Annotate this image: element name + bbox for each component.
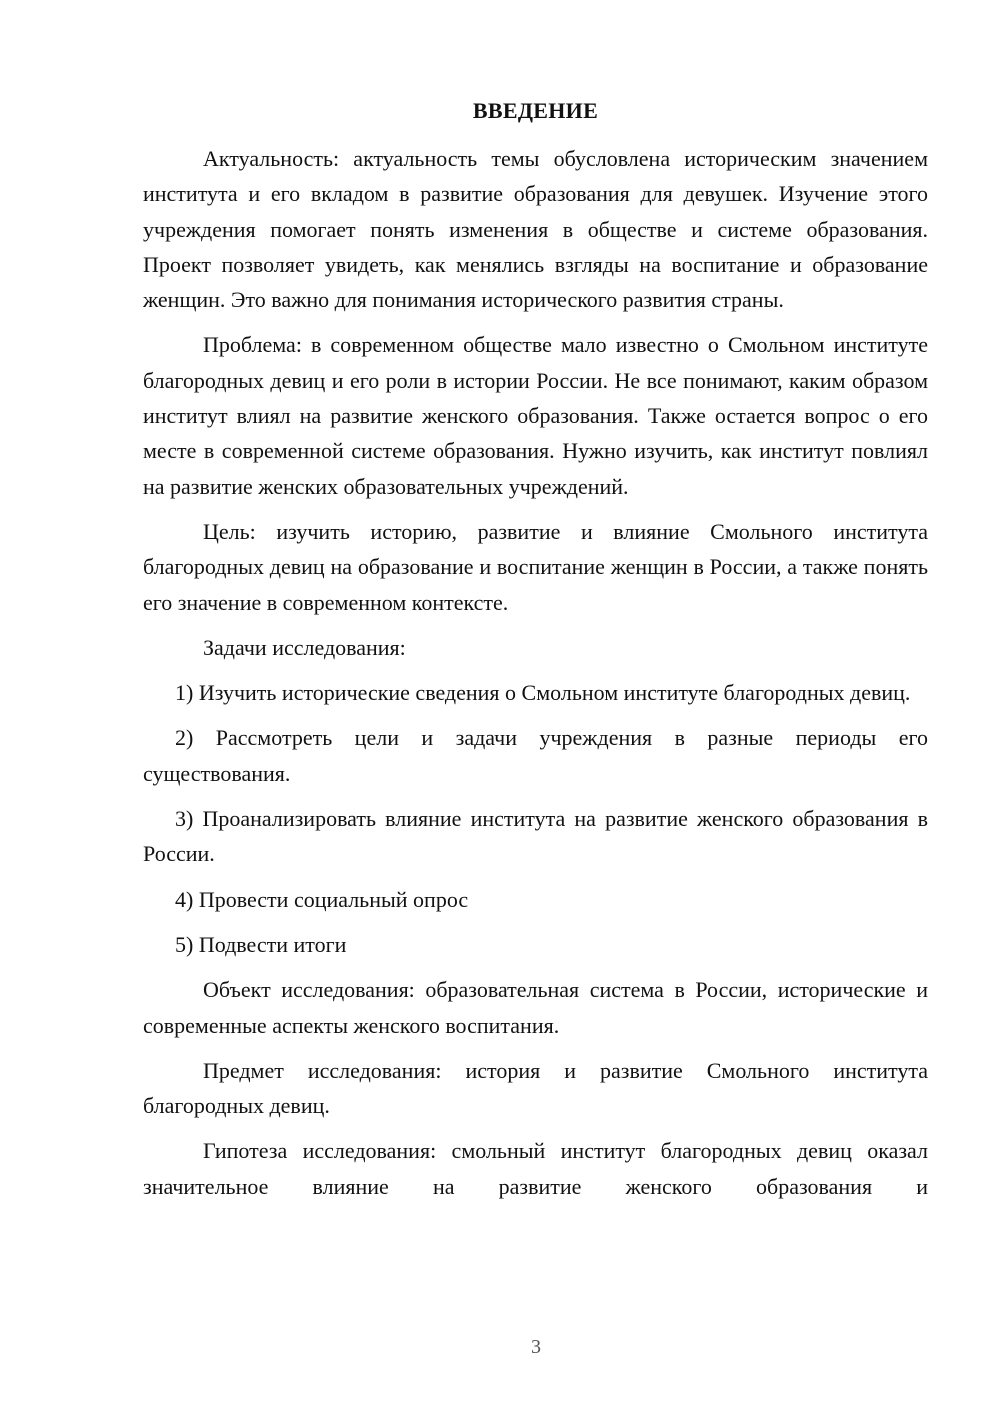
document-body	[143, 141, 928, 1214]
paragraph-goal: Цель: изучить историю, развитие и влияние Смольного института благородных девиц на образование и воспитание женщин в России, а также понять его значение в современном контексте.	[143, 518, 928, 615]
page-title: ВВЕДЕНИЕ	[472, 98, 599, 123]
paragraph-problem: Проблема: в современном обществе мало известно о Смольном институте благородных девиц и его роли в истории России. Не все понимают, каким образом институт влиял на развитие женского образования. Также остается вопрос о его месте в современной системе образования. Нужно изучить, как институт повлиял на развитие женских образовательных учреждений.	[143, 332, 928, 499]
paragraph-relevance: Актуальность: актуальность темы обусловлена историческим значением института и его вкладом в развитие образования для девушек. Изучение этого учреждения помогает понять изменения в обществе и системе образования. Проект позволяет увидеть, как менялись взгляды на воспитание и образование женщин. Это важно для понимания исторического развития страны.	[143, 146, 928, 313]
task-item-2: 2) Рассмотреть цели и задачи учреждения в разные периоды его существования.	[143, 725, 928, 786]
task-item-1: 1) Изучить исторические сведения о Смольном институте благородных девиц.	[175, 680, 911, 706]
paragraph-tasks-heading: Задачи исследования:	[203, 634, 406, 660]
task-item-5: 5) Подвести итоги	[175, 931, 347, 957]
task-item-4: 4) Провести социальный опрос	[175, 886, 469, 912]
page-number: 3	[531, 1336, 541, 1358]
paragraph-subject: Предмет исследования: история и развитие Смольного института благородных девиц.	[143, 1057, 928, 1119]
paragraph-object: Объект исследования: образовательная система в России, исторические и современные аспекты женского воспитания.	[143, 977, 928, 1038]
task-item-3: 3) Проанализировать влияние института на развитие женского образования в России.	[143, 806, 928, 867]
paragraph-hypothesis: Гипотеза исследования: смольный институт благородных девиц оказал значительное влияние на развитие женского образования и	[143, 1138, 928, 1199]
